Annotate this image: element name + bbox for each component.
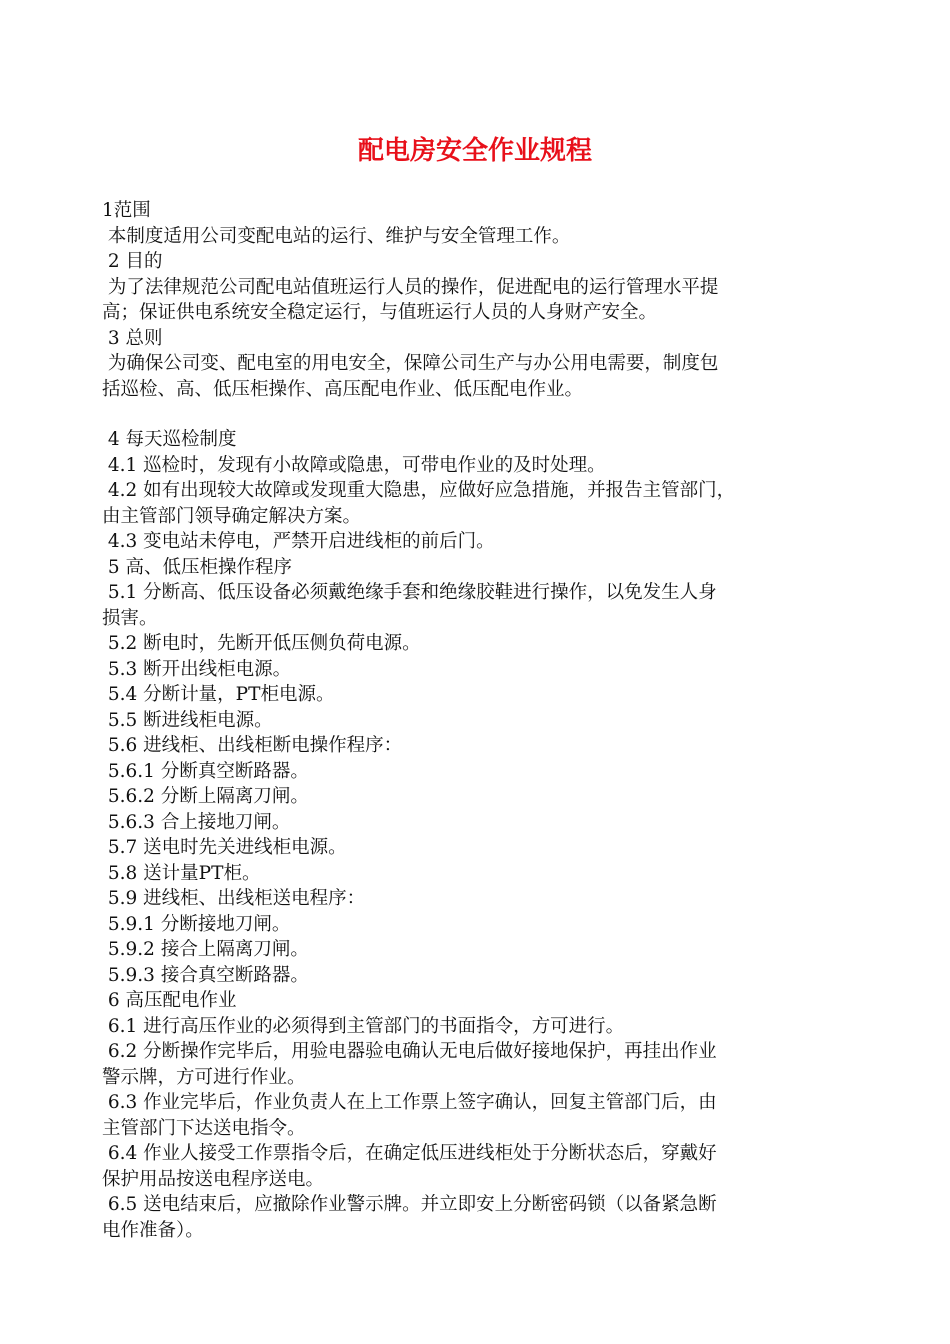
text-line: 主管部门下达送电指令。 [102,1117,306,1139]
blank-line [102,402,854,427]
text-line: 5 高、低压柜操作程序 [102,556,293,578]
text-line: 5.4 分断计量，PT柜电源。 [102,684,335,705]
text-line: 5.7 送电时先关进线柜电源。 [102,837,347,858]
text-line: 电作准备）。 [102,1219,204,1241]
text-line: 4 每天巡检制度 [102,429,237,450]
text-line: 4.3 变电站未停电，严禁开启进线柜的前后门。 [102,531,495,552]
text-line: 括巡检、高、低压柜操作、高压配电作业、低压配电作业。 [102,378,584,400]
text-line: 5.9 进线柜、出线柜送电程序： [102,888,366,909]
text-line: 5.9.1 分断接地刀闸。 [102,913,291,935]
document-body [102,198,854,1243]
text-line: 5.8 送计量PT柜。 [102,862,261,884]
text-line: 5.2 断电时，先断开低压侧负荷电源。 [102,633,421,654]
text-line: 5.9.2 接合上隔离刀闸。 [102,939,309,960]
text-line: 5.9.3 接合真空断路器。 [102,964,309,986]
text-line: 5.3 断开出线柜电源。 [102,658,292,680]
text-line: 5.5 断进线柜电源。 [102,709,273,731]
text-line: 本制度适用公司变配电站的运行、维护与安全管理工作。 [102,225,571,247]
document-title: 配电房安全作业规程 [357,136,592,166]
text-line: 5.1 分断高、低压设备必须戴绝缘手套和绝缘胶鞋进行操作，以免发生人身 [102,582,717,603]
text-line: 损害。 [102,607,158,629]
text-line: 4.1 巡检时，发现有小故障或隐患，可带电作业的及时处理。 [102,454,606,476]
text-line: 5.6 进线柜、出线柜断电操作程序： [102,735,403,756]
text-line: 6.4 作业人接受工作票指令后，在确定低压进线柜处于分断状态后，穿戴好 [102,1143,717,1164]
text-line: 高；保证供电系统安全稳定运行，与值班运行人员的人身财产安全。 [102,302,658,323]
text-line: 由主管部门领导确定解决方案。 [102,505,362,527]
text-line: 6.5 送电结束后，应撤除作业警示牌。并立即安上分断密码锁（以备紧急断 [102,1194,717,1215]
text-line: 6 高压配电作业 [102,990,237,1011]
text-line: 5.6.2 分断上隔离刀闸。 [102,786,309,807]
text-line: 5.6.3 合上接地刀闸。 [102,811,291,833]
text-line: 1范围 [102,200,151,221]
text-line: 2 目的 [102,251,163,272]
text-line: 为确保公司变、配电室的用电安全，保障公司生产与办公用电需要，制度包 [102,353,719,374]
text-line: 6.3 作业完毕后，作业负责人在上工作票上签字确认，回复主管部门后，由 [102,1092,717,1113]
text-line: 3 总则 [102,327,163,349]
text-line: 6.2 分断操作完毕后，用验电器验电确认无电后做好接地保护，再挂出作业 [102,1041,717,1062]
text-line: 保护用品按送电程序送电。 [102,1168,325,1190]
text-line: 5.6.1 分断真空断路器。 [102,760,309,782]
text-line: 为了法律规范公司配电站值班运行人员的操作，促进配电的运行管理水平提 [102,276,719,298]
text-line: 警示牌，方可进行作业。 [102,1066,306,1088]
text-line: 4.2 如有出现较大故障或发现重大隐患，应做好应急措施，并报告主管部门， [102,480,736,501]
text-line: 6.1 进行高压作业的必须得到主管部门的书面指令，方可进行。 [102,1015,625,1037]
